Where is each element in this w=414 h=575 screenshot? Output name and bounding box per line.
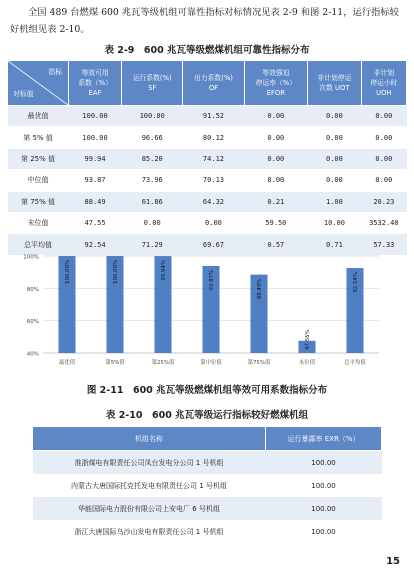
table-cell: 100.00 <box>69 127 122 148</box>
table-row <box>8 127 407 148</box>
table-cell: 0.00 <box>122 212 183 233</box>
column-header: 运行系数(%) SF <box>122 61 183 106</box>
y-tick-label: 80% <box>26 286 39 293</box>
table-row <box>8 191 407 212</box>
data-label: 92.54% <box>353 272 359 293</box>
table-cell: 0.00 <box>308 148 362 169</box>
chart-svg <box>19 250 391 376</box>
table-row <box>33 474 382 497</box>
table-cell: 73.96 <box>122 170 183 191</box>
data-label: 100.00% <box>65 260 71 284</box>
exr-value-cell: 100.00 <box>266 520 382 543</box>
x-tick-label: 第75%值 <box>247 360 271 366</box>
table-cell: 99.94 <box>69 148 122 169</box>
table-header-row <box>33 427 382 451</box>
x-tick-label: 第中位值 <box>200 360 222 366</box>
table-cell: 88.49 <box>69 191 122 212</box>
table-cell: 20.23 <box>361 191 406 212</box>
row-label: 第 5% 值 <box>8 127 69 148</box>
table-cell: 0.00 <box>308 127 362 148</box>
table-cell: 70.13 <box>183 170 244 191</box>
row-label: 第 25% 值 <box>8 148 69 169</box>
table-cell: 1.00 <box>308 191 362 212</box>
data-label: 100.00% <box>113 260 119 284</box>
unit-name-cell: 华能国际电力股份有限公司上安电厂 6 号机组 <box>33 497 266 520</box>
column-header: 等效强迫 停运率（%） EFOR <box>244 61 308 106</box>
table-cell: 100.00 <box>122 106 183 127</box>
reliability-table <box>7 60 407 256</box>
table-cell: 93.87 <box>69 170 122 191</box>
table-cell: 0.00 <box>361 170 406 191</box>
y-tick-label: 40% <box>26 351 39 358</box>
table-cell: 0.00 <box>308 170 362 191</box>
table-cell: 0.00 <box>244 170 308 191</box>
table-cell: 0.00 <box>244 106 308 127</box>
table-cell: 0.00 <box>183 212 244 233</box>
table-cell: 0.00 <box>244 148 308 169</box>
corner-header-cell <box>8 61 69 106</box>
exr-value-cell: 100.00 <box>266 497 382 520</box>
data-label: 99.94% <box>161 260 167 281</box>
unit-name-cell: 淮浙煤电有限责任公司凤台发电分公司 1 号机组 <box>33 451 266 475</box>
data-label: 93.87% <box>209 269 215 291</box>
table-cell: 0.21 <box>244 191 308 212</box>
row-label: 总平均值 <box>8 234 69 255</box>
table-cell: 0.00 <box>361 148 406 169</box>
column-header: 等效可用 系数（%） EAF <box>69 61 122 106</box>
unit-name-cell: 浙江大唐国际乌沙山发电有限责任公司 1 号机组 <box>33 520 266 543</box>
table-cell: 74.12 <box>183 148 244 169</box>
corner-value-label: 对标值 <box>13 90 34 98</box>
table-cell: 85.20 <box>122 148 183 169</box>
row-label: 第 75% 值 <box>8 191 69 212</box>
x-tick-label: 末位值 <box>298 360 316 366</box>
table-cell: 64.32 <box>183 191 244 212</box>
corner-indicator-label: 指标 <box>48 68 62 76</box>
table-cell: 0.00 <box>361 127 406 148</box>
table-row <box>33 451 382 475</box>
unit-name-cell: 内蒙古大唐国际托克托发电有限责任公司 1 号机组 <box>33 474 266 497</box>
x-tick-label: 第25%值 <box>151 360 175 366</box>
table-cell: 92.54 <box>69 234 122 255</box>
table-2-10-caption: 表 2-10 600 兆瓦等级运行指标较好燃煤机组 <box>105 410 309 421</box>
table-cell: 91.52 <box>183 106 244 127</box>
table-cell: 0.00 <box>244 127 308 148</box>
eaf-bar-chart <box>19 250 391 376</box>
table-2-9-caption: 表 2-9 600 兆瓦等级燃煤机组可靠性指标分布 <box>104 45 310 56</box>
table-row <box>33 497 382 520</box>
top-units-table <box>32 426 382 543</box>
exr-value-cell: 100.00 <box>266 474 382 497</box>
table-row <box>8 106 407 127</box>
table-cell: 80.12 <box>183 127 244 148</box>
exr-header: 运行暴露率 EXR（%） <box>266 427 382 451</box>
data-label: 47.55% <box>305 329 311 350</box>
column-header: 非计划 停运小时 UOH <box>361 61 406 106</box>
table-cell: 3532.40 <box>361 212 406 233</box>
unit-name-header: 机组名称 <box>33 427 266 451</box>
exr-value-cell: 100.00 <box>266 451 382 475</box>
table-row <box>8 212 407 233</box>
x-tick-label: 第5%值 <box>105 360 125 366</box>
table-cell: 71.29 <box>122 234 183 255</box>
table-cell: 100.00 <box>69 106 122 127</box>
table-row <box>8 170 407 191</box>
x-tick-label: 总平均值 <box>344 360 366 366</box>
table-header-row <box>8 61 407 106</box>
table-cell: 47.55 <box>69 212 122 233</box>
table-cell: 69.67 <box>183 234 244 255</box>
table-cell: 0.00 <box>308 106 362 127</box>
row-label: 中位值 <box>8 170 69 191</box>
data-label: 88.49% <box>257 278 263 300</box>
table-cell: 96.66 <box>122 127 183 148</box>
column-header: 非计划停运 次数 UOT <box>308 61 362 106</box>
row-label: 末位值 <box>8 212 69 233</box>
figure-2-11-caption: 图 2-11 600 兆瓦等级燃煤机组等效可用系数指标分布 <box>86 385 328 396</box>
y-tick-label: 60% <box>26 319 39 326</box>
table-cell: 59.50 <box>244 212 308 233</box>
table-cell: 57.33 <box>361 234 406 255</box>
table-cell: 0.00 <box>361 106 406 127</box>
row-label: 最优值 <box>8 106 69 127</box>
table-cell: 10.00 <box>308 212 362 233</box>
page-number: 15 <box>386 556 400 567</box>
table-cell: 61.86 <box>122 191 183 212</box>
x-tick-label: 最优值 <box>58 360 76 366</box>
table-row <box>33 520 382 543</box>
table-cell: 0.57 <box>244 234 308 255</box>
intro-paragraph: 全国 489 台燃煤 600 兆瓦等级机组可靠性指标对标情况见表 2-9 和图 2-11，运行指标较好机组见表 2-10。 <box>10 7 399 35</box>
table-row <box>8 148 407 169</box>
column-header: 出力系数(%) OF <box>183 61 244 106</box>
table-cell: 0.71 <box>308 234 362 255</box>
y-tick-label: 100% <box>23 254 39 261</box>
